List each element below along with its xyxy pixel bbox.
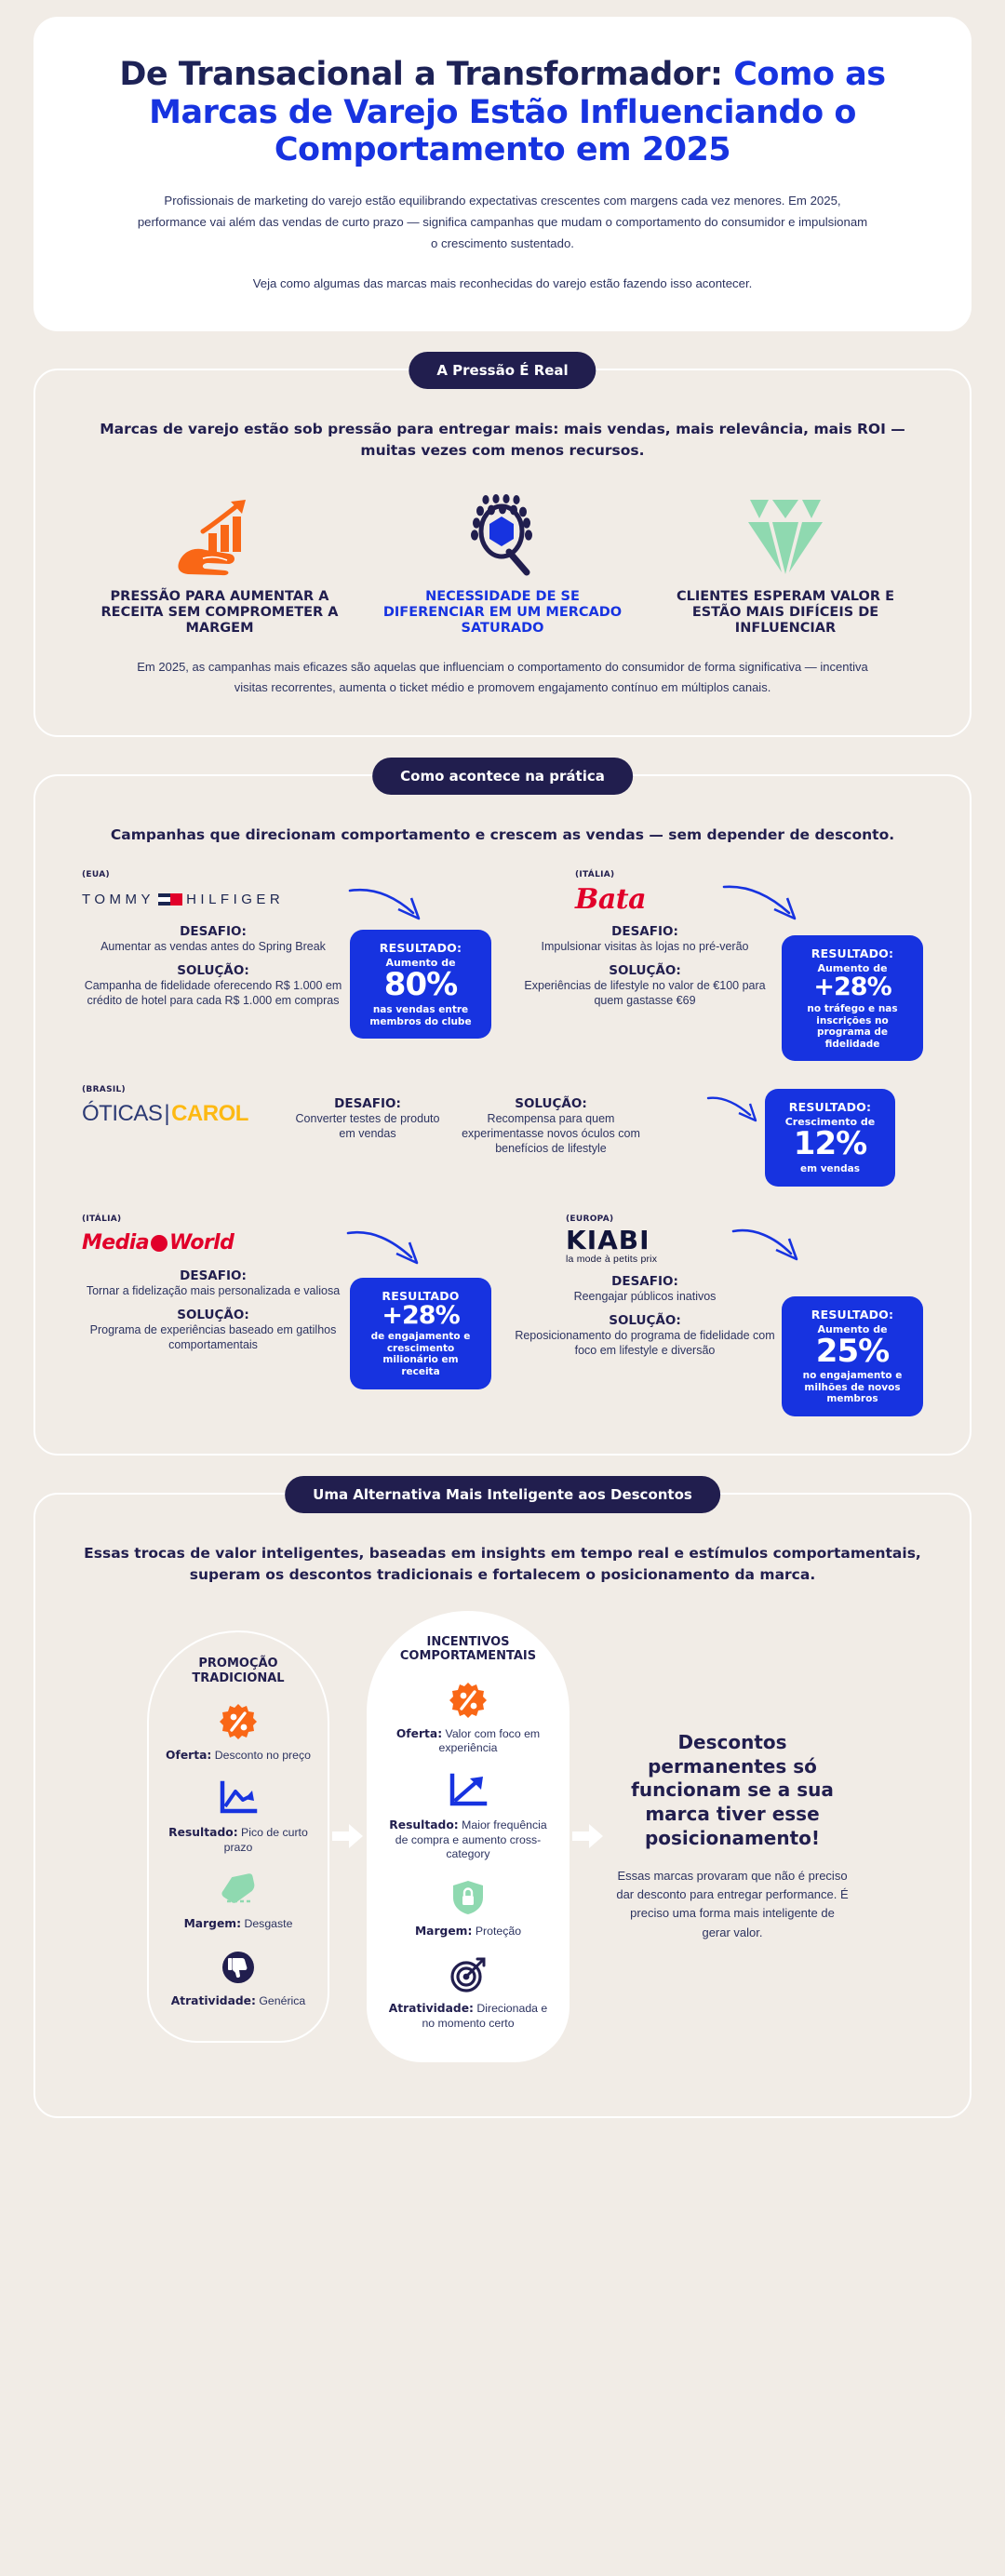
thumbs-down-icon [166,1947,311,1988]
case-solution [514,963,776,1008]
column-heading: INCENTIVOS COMPORTAMENTAIS [399,1634,537,1664]
case-region: (ITÁLIA) [82,1214,122,1224]
row-label: Margem: [183,1917,242,1931]
comparison-columns [78,1611,927,2063]
comparison-row-text [383,2002,553,2031]
chart-up-icon [383,1771,553,1812]
case-solution [82,1308,344,1352]
row-label: Oferta: [395,1726,443,1740]
practice-lead: Campanhas que direcionam comportamento e crescem as vendas — sem depender de desconto. [110,826,895,844]
kiabi-logo [566,1224,923,1268]
percent-badge-icon [383,1680,553,1721]
hero-card [34,17,972,331]
solution-text: Experiências de lifestyle no valor de €100 para quem gastasse €69 [524,979,766,1008]
challenge-text: Reengajar públicos inativos [573,1289,717,1303]
column-behavioral-incentives [367,1611,570,2063]
result-label: RESULTADO [382,1288,460,1303]
comparison-row [166,1947,311,2009]
result-label: RESULTADO: [788,1100,872,1115]
comparison-row-text [166,1917,311,1932]
result-suffix: em vendas [799,1163,860,1174]
comparison-row-text [383,1818,553,1862]
result-label: RESULTADO: [379,941,462,956]
pressure-section [34,362,972,737]
row-label: Resultado: [168,1825,238,1839]
pressure-column-value [658,490,913,637]
row-value: Desconto no preço [211,1749,311,1763]
diamond-icon [658,490,913,576]
challenge-label: DESAFIO: [611,924,678,940]
challenge-label: DESAFIO: [180,1268,247,1283]
page-title-part2: Como as Marcas de Varejo Estão Influenciando o Comportamento em 2025 [149,56,886,169]
case-region: (ITÁLIA) [575,870,615,880]
pressure-column-label: PRESSÃO PARA AUMENTAR A RECEITA SEM COMPROMETER A MARGEM [100,588,339,636]
result-suffix: no engajamento e milhões de novos membros [802,1370,903,1405]
case-challenge [514,1274,776,1304]
solution-label: SOLUÇÃO: [609,963,681,979]
solution-text: Recompensa para quem experimentasse novos óculos com benefícios de lifestyle [462,1112,640,1156]
curved-arrow-icon [705,1094,767,1126]
result-suffix: nas vendas entre membros do clube [369,1004,472,1027]
case-solution [458,1096,644,1156]
comparison-row-text [166,1826,311,1855]
transition-arrow-icon-2 [570,1822,607,1850]
shield-lock-icon [383,1877,553,1918]
challenge-text: Converter testes de produto em vendas [295,1112,440,1141]
page-title-part1: De Transacional a Transformador: [119,56,723,93]
case-bata [510,870,927,1061]
transition-arrow-icon-1 [329,1822,367,1850]
case-row [78,1214,927,1416]
kiabi-wordmark: KIABI [566,1224,650,1255]
solution-label: SOLUÇÃO: [515,1096,587,1112]
column-heading: PROMOÇÃO TRADICIONAL [192,1657,285,1685]
case-result-badge [782,935,923,1061]
comparison-row [383,1680,553,1756]
comparison-row [383,1877,553,1939]
row-label: Atratividade: [388,2001,474,2015]
pressure-columns [78,490,927,637]
eraser-icon [166,1870,311,1911]
case-result-badge [350,1278,491,1389]
row-label: Margem: [414,1925,473,1939]
hero-paragraph-1: Profissionais de marketing do varejo estão equilibrando expectativas crescentes com margens cada vez menores. Em 2025, performance vai além das vendas de curto prazo — significa campanhas que mudam o comportamento do consumidor e impulsionam o crescimento sustentado. [137,193,868,250]
result-value: 12% [793,1125,867,1163]
hand-growth-chart-icon [92,490,347,576]
challenge-text: Impulsionar visitas às lojas no pré-verão [541,940,749,954]
row-value: Valor com foco em experiência [438,1726,541,1755]
case-result-badge [350,930,491,1039]
result-prefix: Aumento de [385,957,456,970]
challenge-text: Aumentar as vendas antes do Spring Break [100,940,326,954]
closing-body: Essas marcas provaram que não é preciso dar desconto para entregar performance. É preciso uma forma mais inteligente de gerar valor. [616,1869,849,1939]
case-challenge [288,1096,447,1141]
pressure-column-revenue [92,490,347,637]
comparison-row-text [166,1994,311,2009]
comparison-row-text [166,1749,311,1764]
solution-text: Campanha de fidelidade oferecendo R$ 1.000 em crédito de hotel para cada R$ 1.000 em compras [84,979,342,1008]
result-suffix: no tráfego e nas inscrições no programa de fidelidade [807,1002,898,1050]
row-value: Proteção [472,1925,522,1939]
solution-label: SOLUÇÃO: [177,963,249,979]
solution-label: SOLUÇÃO: [177,1307,249,1322]
case-challenge [82,1268,344,1298]
comparison-row [383,1771,553,1862]
row-value: Direcionada e no momento certo [422,2001,548,2030]
challenge-label: DESAFIO: [611,1273,678,1289]
case-result-badge [765,1089,895,1186]
practice-section [34,768,972,1456]
result-prefix: Aumento de [817,1322,888,1335]
mediaworld-logo: Media World [82,1231,234,1255]
case-solution [514,1313,776,1358]
column-traditional-promotion [147,1630,329,2043]
case-row [78,870,927,1061]
closing-statement [607,1731,858,1942]
challenge-label: DESAFIO: [334,1096,401,1112]
magnifier-crowd-icon [375,490,630,576]
pressure-note: Em 2025, as campanhas mais eficazes são aquelas que influenciam o comportamento do consumidor de forma significativa — incentiva visitas recorrentes, aumenta o ticket médio e promovem engajamento contínuo em múltiplos canais. [137,659,868,695]
closing-heading: Descontos permanentes só funcionam se a sua marca tiver esse posicionamento! [631,1731,834,1849]
row-value: Genérica [255,1994,306,2008]
case-kiabi [510,1214,927,1416]
alternative-card [34,1493,972,2118]
challenge-label: DESAFIO: [180,924,247,940]
alternative-lead: Essas trocas de valor inteligentes, baseadas em insights em tempo real e estímulos comportamentais, superam os descontos tradicionais e fortalecem o posicionamento da marca. [84,1545,921,1584]
case-challenge [82,924,344,954]
solution-text: Programa de experiências baseado em gatilhos comportamentais [89,1322,337,1351]
comparison-row [383,1954,553,2031]
infographic-page [0,17,1005,2155]
result-value: 80% [383,966,458,1004]
target-icon [383,1954,553,1995]
pressure-card [34,369,972,737]
result-label: RESULTADO: [811,946,894,961]
practice-card [34,774,972,1456]
result-value: +28% [813,973,891,1002]
comparison-row [166,1778,311,1855]
oticas-carol-logo: ÓTICAS | CAROL [82,1101,248,1127]
hero-paragraph-2: Veja como algumas das marcas mais reconhecidas do varejo estão fazendo isso acontecer. [252,276,753,291]
bata-logo: Bata [575,882,647,916]
case-region: (EUROPA) [566,1214,614,1224]
chart-down-icon [166,1778,311,1819]
case-mediaworld [78,1214,495,1416]
alternative-section [34,1486,972,2118]
pressure-lead: Marcas de varejo estão sob pressão para entregar mais: mais vendas, mais relevância, mais ROI — muitas vezes com menos recursos. [100,421,905,460]
case-tommy-hilfiger [78,870,495,1061]
result-suffix: de engajamento e crescimento milionário em receita [370,1331,471,1377]
row-value: Desgaste [241,1917,293,1931]
pressure-column-label: CLIENTES ESPERAM VALOR E ESTÃO MAIS DIFÍCEIS DE INFLUENCIAR [677,588,894,636]
case-result-badge [782,1296,923,1416]
page-title [99,56,906,169]
comparison-row [166,1701,311,1764]
case-oticas-carol [78,1085,927,1186]
practice-section-pill: Como acontece na prática [372,758,633,795]
pressure-section-pill: A Pressão É Real [409,352,596,389]
result-prefix: Crescimento de [784,1116,876,1129]
case-solution [82,963,344,1008]
row-value: Pico de curto prazo [223,1825,308,1854]
percent-badge-icon [166,1701,311,1742]
challenge-text: Tornar a fidelização mais personalizada e valiosa [86,1283,341,1297]
row-label: Atratividade: [170,1994,256,2008]
row-label: Oferta: [166,1749,212,1763]
kiabi-tagline: la mode à petits prix [566,1253,658,1265]
case-region: (BRASIL) [82,1085,126,1095]
comparison-row-text [383,1727,553,1756]
solution-text: Reposicionamento do programa de fidelidade com foco em lifestyle e diversão [515,1328,775,1357]
comparison-row [166,1870,311,1932]
row-value: Maior frequência de compra e aumento cross-category [395,1818,547,1861]
row-label: Resultado: [389,1818,459,1832]
case-challenge [514,924,776,954]
alternative-section-pill: Uma Alternativa Mais Inteligente aos Descontos [285,1476,720,1513]
result-value: +28% [382,1300,460,1330]
case-grid [78,870,927,1416]
result-label: RESULTADO: [811,1307,894,1322]
solution-label: SOLUÇÃO: [609,1312,681,1328]
pressure-column-label: NECESSIDADE DE SE DIFERENCIAR EM UM MERCADO SATURADO [382,588,623,636]
case-row [78,1085,927,1186]
case-region: (EUA) [82,870,110,880]
result-value: 25% [815,1332,890,1370]
result-prefix: Aumento de [817,962,888,975]
tommy-hilfiger-logo: TOMMY HILFIGER [82,891,285,907]
pressure-column-differentiation [375,490,630,637]
comparison-row-text [383,1925,553,1939]
